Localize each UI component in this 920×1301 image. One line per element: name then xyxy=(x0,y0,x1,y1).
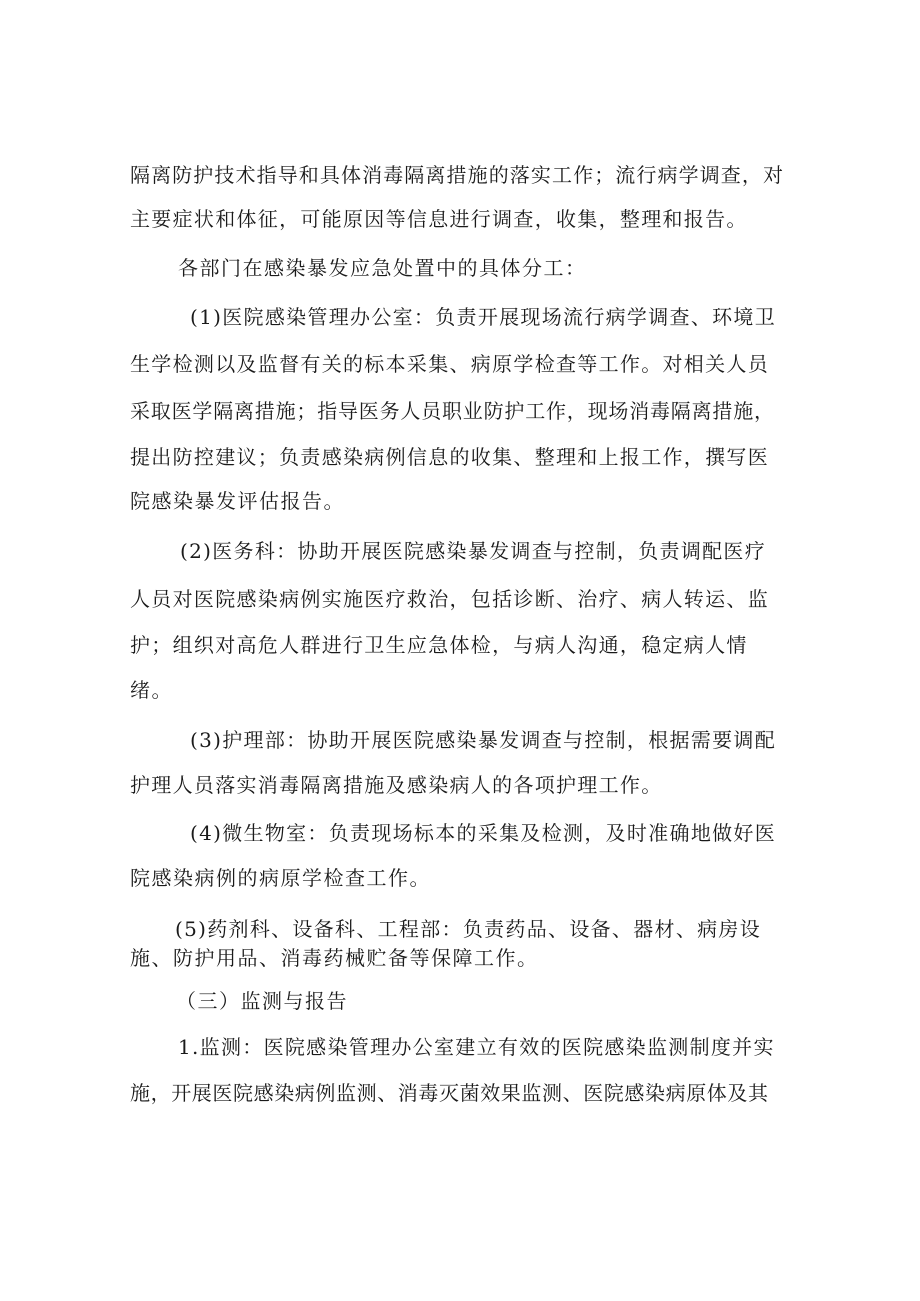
text-line: (4)微生物室：负责现场标本的采集及检测，及时准确地做好医 xyxy=(190,821,777,845)
text-line: 生学检测以及监督有关的标本采集、病原学检查等工作。对相关人员 xyxy=(130,352,769,376)
text-line: (1)医院感染管理办公室：负责开展现场流行病学调查、环境卫 xyxy=(190,305,777,329)
text-line: （三）监测与报告 xyxy=(176,989,348,1013)
text-line: 护理人员落实消毒隔离措施及感染病人的各项护理工作。 xyxy=(130,773,663,797)
text-line: 主要症状和体征，可能原因等信息进行调查，收集，整理和报告。 xyxy=(130,207,748,231)
text-line: 施，开展医院感染病例监测、消毒灭菌效果监测、医院感染病原体及其 xyxy=(130,1081,769,1105)
text-line: 采取医学隔离措施；指导医务人员职业防护工作，现场消毒隔离措施， xyxy=(130,399,775,423)
text-line: 1.监测：医院感染管理办公室建立有效的医院感染监测制度并实 xyxy=(178,1035,775,1059)
text-line: 院感染病例的病原学检查工作。 xyxy=(130,866,431,890)
text-line: 人员对医院感染病例实施医疗救治，包括诊断、治疗、病人转运、监 xyxy=(130,587,769,611)
text-line: 隔离防护技术指导和具体消毒隔离措施的落实工作；流行病学调查，对 xyxy=(130,163,785,187)
text-line: 各部门在感染暴发应急处置中的具体分工： xyxy=(178,256,587,280)
text-line: 院感染暴发评估报告。 xyxy=(130,489,345,513)
text-line: 提出防控建议；负责感染病例信息的收集、整理和上报工作，撰写医 xyxy=(130,445,769,469)
text-line: (3)护理部：协助开展医院感染暴发调查与控制，根据需要调配 xyxy=(190,728,777,752)
text-line: 绪。 xyxy=(130,678,173,702)
text-line: (5)药剂科、设备科、工程部：负责药品、设备、器材、病房设 xyxy=(175,917,762,941)
text-line: 施、防护用品、消毒药械贮备等保障工作。 xyxy=(130,946,539,970)
text-line: (2)医务科：协助开展医院感染暴发调查与控制，负责调配医疗 xyxy=(180,539,767,563)
text-line: 护；组织对高危人群进行卫生应急体检，与病人沟通，稳定病人情 xyxy=(130,633,748,657)
